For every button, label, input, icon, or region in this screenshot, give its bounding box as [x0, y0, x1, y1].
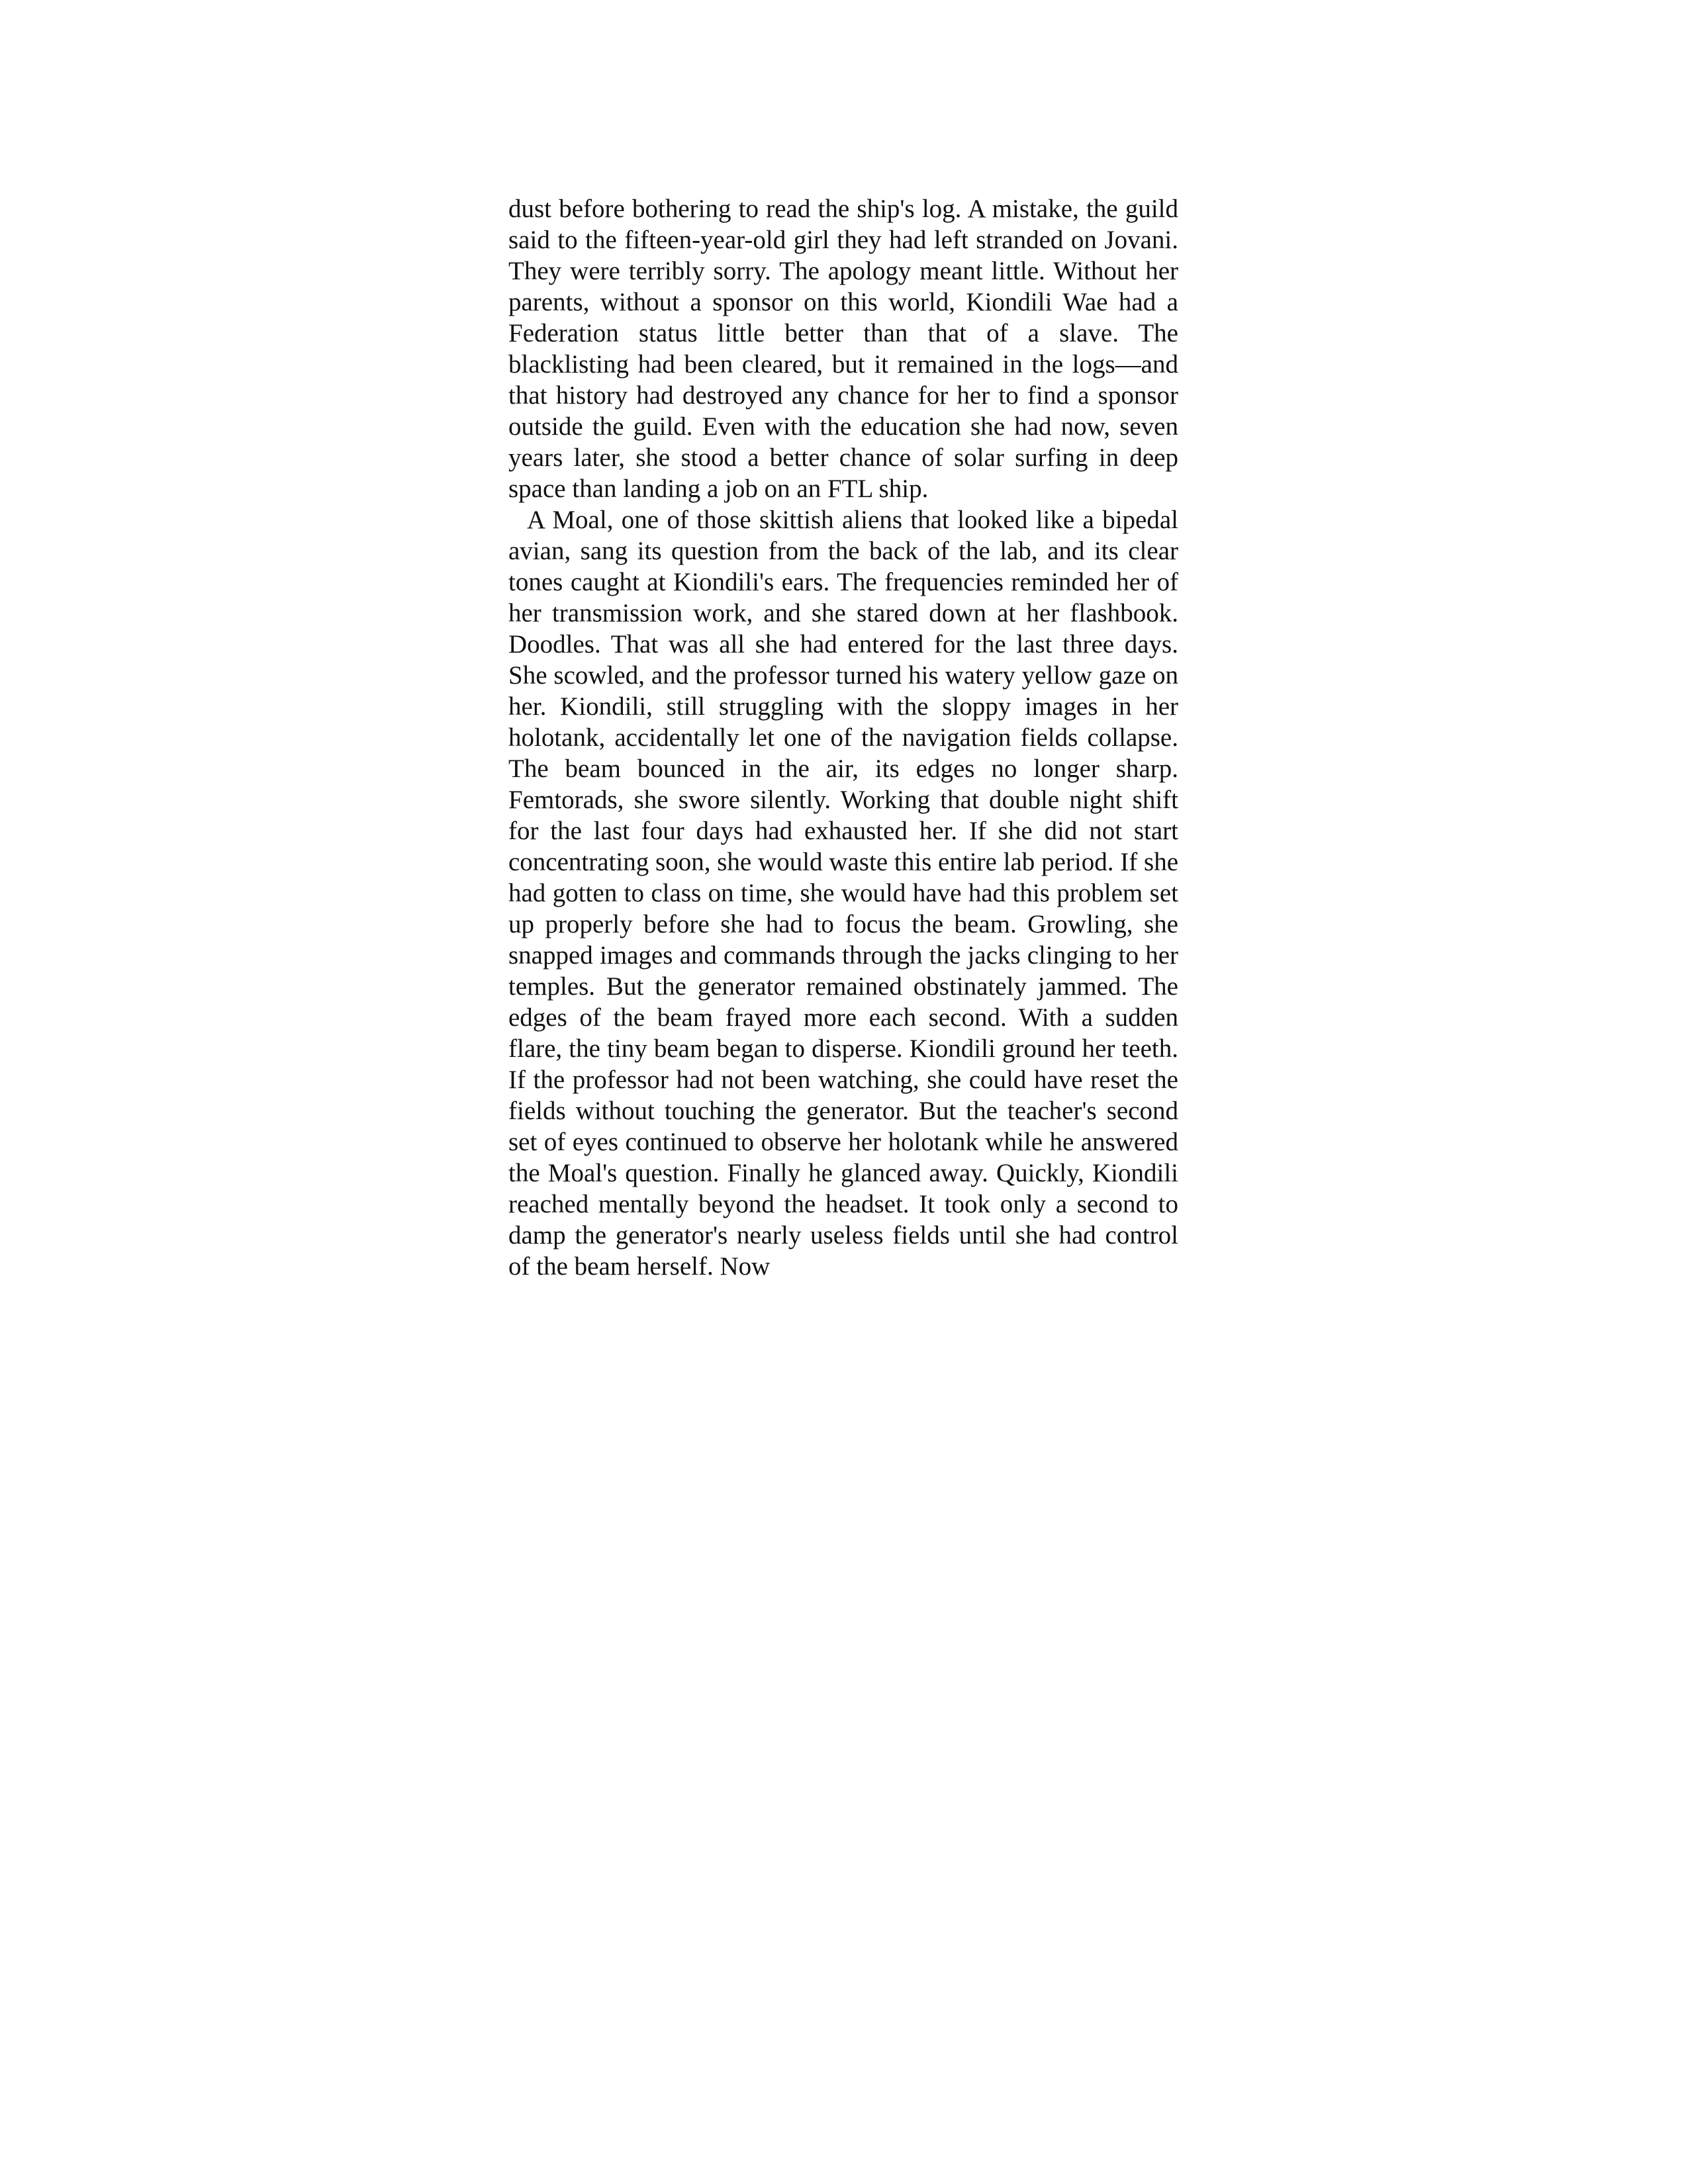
- paragraph: A Moal, one of those skittish aliens that looked like a bipedal avian, sang its question from the back of the lab, and its clear tones caught at Kiondili's ears. The frequencies reminded her of her transmission work, and she stared down at her flashbook. Doodles. That was all she had entered for the last three days. She scowled, and the professor turned his watery yellow gaze on her. Kiondili, still struggling with the sloppy images in her holotank, accidentally let one of the navigation fields collapse. The beam bounced in the air, its edges no longer sharp. Femtorads, she swore silently. Working that double night shift for the last four days had exhausted her. If she did not start concentrating soon, she would waste this entire lab period. If she had gotten to class on time, she would have had this problem set up properly before she had to focus the beam. Growling, she snapped images and commands through the jacks clinging to her temples. But the generator remained obstinately jammed. The edges of the beam frayed more each second. With a sudden flare, the tiny beam began to disperse. Kiondili ground her teeth. If the professor had not been watching, she could have reset the fields without touching the generator. But the teacher's second set of eyes continued to observe her holotank while he answered the Moal's question. Finally he glanced away. Quickly, Kiondili reached mentally beyond the headset. It took only a second to damp the generator's nearly useless fields until she had control of the beam herself. Now: [508, 506, 1178, 1281]
- paragraph-continued: dust before bothering to read the ship's log. A mistake, the guild said to the fifteen-year-old girl they had left stranded on Jovani. They were terribly sorry. The apology meant little. Without her parents, without a sponsor on this world, Kiondili Wae had a Federation status little better than that of a slave. The blacklisting had been cleared, but it remained in the logs—and that history had destroyed any chance for her to find a sponsor outside the guild. Even with the education she had now, seven years later, she stood a better chance of solar surfing in deep space than landing a job on an FTL ship.: [508, 195, 1178, 503]
- body-text: [508, 193, 1178, 1282]
